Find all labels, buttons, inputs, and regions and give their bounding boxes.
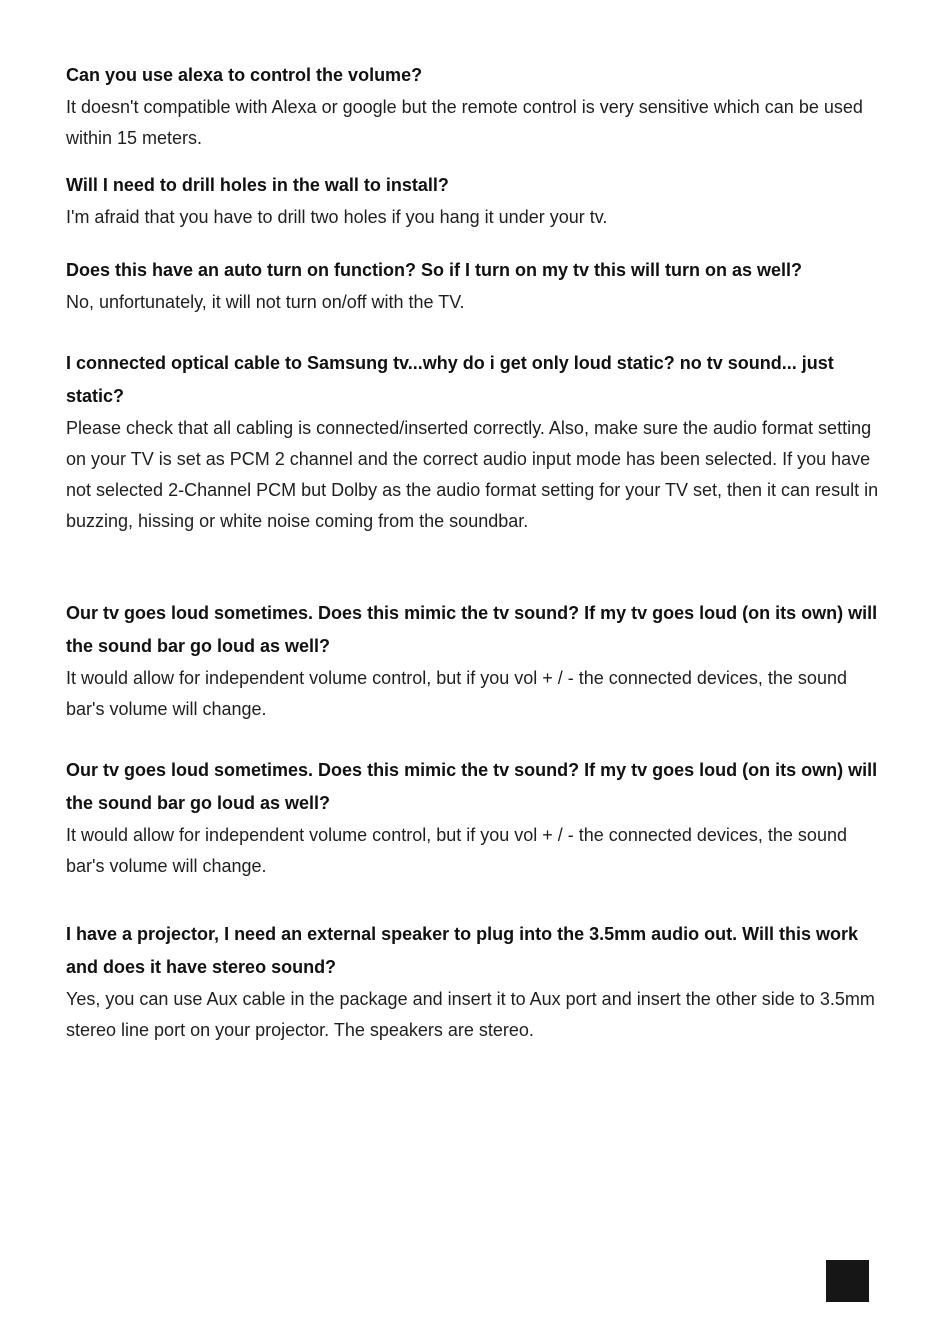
- faq-question: Will I need to drill holes in the wall to install?: [66, 175, 449, 195]
- faq-item: [66, 918, 886, 1046]
- faq-item: [66, 754, 886, 882]
- faq-question: Can you use alexa to control the volume?: [66, 65, 423, 85]
- faq-question: Does this have an auto turn on function? So if I turn on my tv this will turn on as well?: [66, 260, 803, 280]
- faq-answer: It doesn't compatible with Alexa or google but the remote control is very sensitive which can be used within 15 meters.: [66, 97, 863, 148]
- faq-question: Our tv goes loud sometimes. Does this mimic the tv sound? If my tv goes loud (on its own) will the sound bar go loud as well?: [66, 760, 878, 813]
- faq-item: [66, 597, 886, 725]
- faq-answer: It would allow for independent volume control, but if you vol + / - the connected devices, the sound bar's volume will change.: [66, 668, 847, 719]
- faq-question: I have a projector, I need an external speaker to plug into the 3.5mm audio out. Will this work and does it have stereo sound?: [66, 924, 859, 977]
- faq-question: Our tv goes loud sometimes. Does this mimic the tv sound? If my tv goes loud (on its own) will the sound bar go loud as well?: [66, 603, 878, 656]
- faq-item: [66, 254, 886, 318]
- faq-answer: No, unfortunately, it will not turn on/off with the TV.: [66, 292, 465, 312]
- faq-answer: Please check that all cabling is connected/inserted correctly. Also, make sure the audio format setting on your TV is set as PCM 2 channel and the correct audio input mode has been selected. If you have not selected 2-Channel PCM but Dolby as the audio format setting for your TV set, then it can result in buzzing, hissing or white noise coming from the soundbar.: [66, 418, 879, 531]
- faq-item: [66, 169, 886, 233]
- page-corner-mark: [826, 1260, 869, 1302]
- faq-answer: I'm afraid that you have to drill two holes if you hang it under your tv.: [66, 207, 608, 227]
- faq-item: [66, 347, 886, 537]
- faq-question: I connected optical cable to Samsung tv...why do i get only loud static? no tv sound... just static?: [66, 353, 834, 406]
- faq-answer: It would allow for independent volume control, but if you vol + / - the connected devices, the sound bar's volume will change.: [66, 825, 847, 876]
- faq-answer: Yes, you can use Aux cable in the package and insert it to Aux port and insert the other side to 3.5mm stereo line port on your projector. The speakers are stereo.: [66, 989, 875, 1040]
- faq-item: [66, 59, 886, 154]
